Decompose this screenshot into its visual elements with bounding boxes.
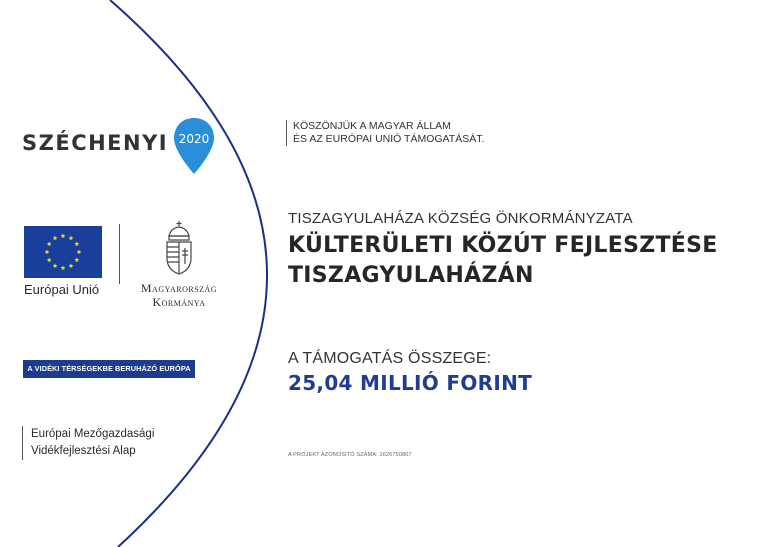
fund-name-line1: Európai Mezőgazdasági bbox=[31, 428, 155, 440]
eu-label: Európai Unió bbox=[24, 282, 100, 297]
szechenyi-wordmark: SZÉCHENYI bbox=[22, 131, 169, 155]
eu-star bbox=[61, 233, 66, 238]
government-name-line2: Kormánya bbox=[152, 295, 206, 309]
beneficiary-organization: TISZAGYULAHÁZA KÖZSÉG ÖNKORMÁNYZATA bbox=[288, 210, 633, 227]
eu-star bbox=[69, 236, 74, 241]
eu-star bbox=[53, 236, 58, 241]
support-amount-label: A TÁMOGATÁS ÖSSZEGE: bbox=[288, 350, 492, 367]
eu-star bbox=[69, 263, 74, 268]
szechenyi-year: 2020 bbox=[178, 132, 210, 146]
eu-star bbox=[61, 265, 66, 270]
logo-divider bbox=[119, 224, 120, 284]
eu-logo bbox=[24, 226, 102, 297]
project-title-line1: KÜLTERÜLETI KÖZÚT FEJLESZTÉSE bbox=[288, 233, 718, 258]
location-pin-icon bbox=[172, 116, 216, 176]
support-amount-value: 25,04 MILLIÓ FORINT bbox=[288, 371, 533, 395]
eu-star bbox=[45, 249, 50, 254]
government-logo bbox=[128, 220, 230, 309]
fund-name bbox=[22, 426, 154, 460]
eu-star bbox=[74, 241, 79, 246]
eu-star bbox=[74, 257, 79, 262]
hungarian-coat-of-arms-icon bbox=[163, 220, 195, 276]
eu-star bbox=[53, 263, 58, 268]
eu-star bbox=[77, 249, 82, 254]
rural-europe-badge: A VIDÉKI TÉRSÉGEKBE BERUHÁZÓ EURÓPA bbox=[23, 360, 195, 378]
eu-stars-icon bbox=[24, 226, 102, 278]
eu-flag bbox=[24, 226, 102, 278]
fund-name-line2: Vidékfejlesztési Alap bbox=[31, 445, 136, 457]
thanks-line1: KÖSZÖNJÜK A MAGYAR ÁLLAM bbox=[293, 120, 451, 132]
eu-star bbox=[47, 241, 52, 246]
eu-star bbox=[47, 257, 52, 262]
thanks-note bbox=[286, 120, 484, 146]
szechenyi-2020-logo bbox=[22, 110, 216, 176]
thanks-line2: ÉS AZ EURÓPAI UNIÓ TÁMOGATÁSÁT. bbox=[293, 133, 485, 145]
project-title bbox=[288, 231, 718, 291]
project-id: A PROJEKT AZONOSÍTÓ SZÁMA: 1626750867 bbox=[288, 452, 412, 458]
government-name-line1: Magyarország bbox=[140, 281, 218, 295]
project-title-line2: TISZAGYULAHÁZÁN bbox=[288, 263, 534, 288]
